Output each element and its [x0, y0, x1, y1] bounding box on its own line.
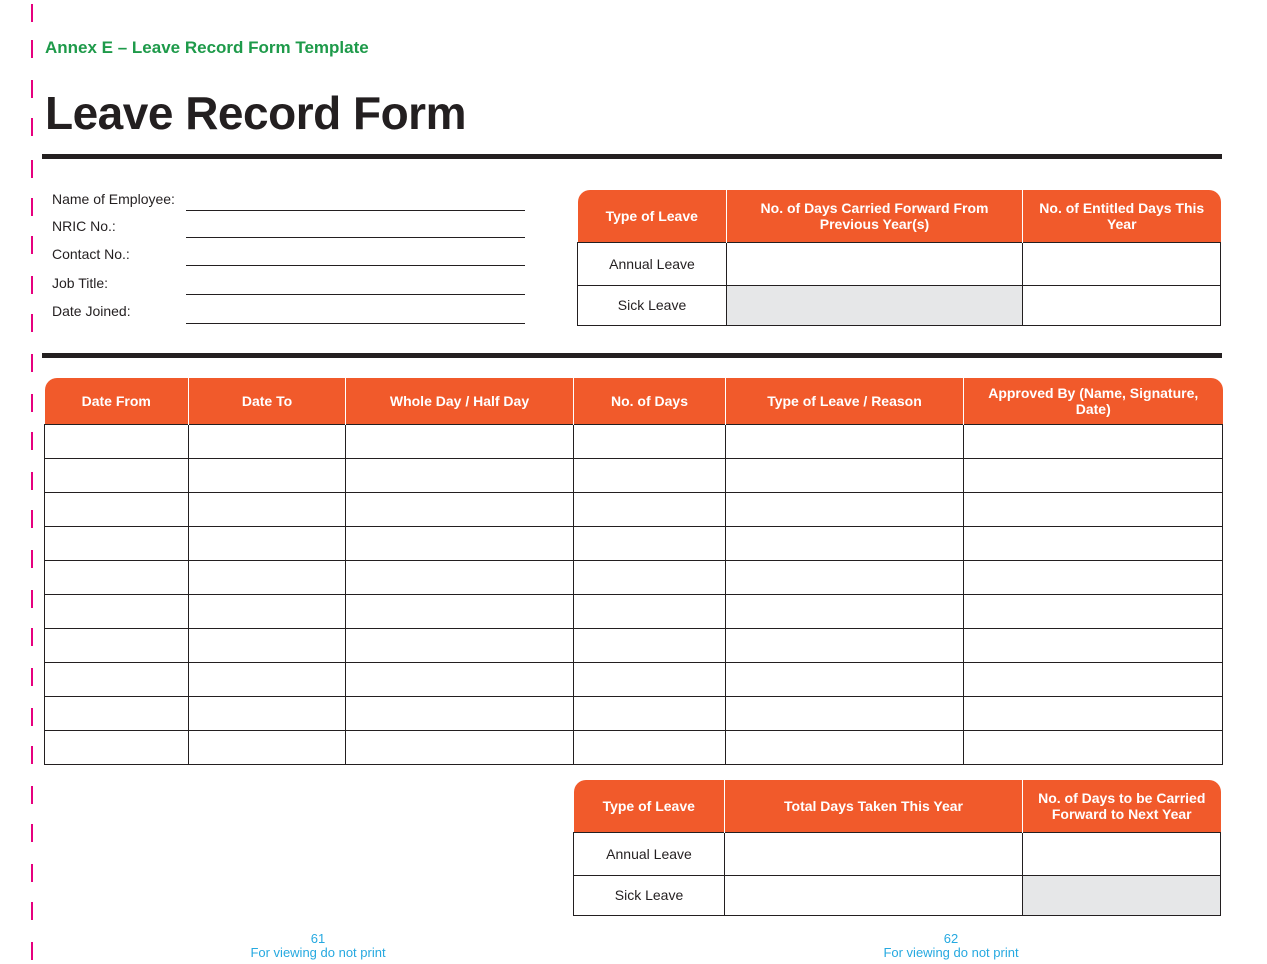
- crop-mark: [31, 510, 33, 528]
- approved-by-cell[interactable]: [964, 424, 1223, 458]
- divider-top: [42, 154, 1222, 159]
- date-to-cell[interactable]: [189, 594, 346, 628]
- reason-cell[interactable]: [726, 730, 964, 764]
- page-number: 62: [943, 931, 959, 946]
- reason-cell[interactable]: [726, 526, 964, 560]
- crop-mark: [31, 902, 33, 920]
- reason-cell[interactable]: [726, 594, 964, 628]
- crop-mark: [31, 394, 33, 412]
- approved-by-cell[interactable]: [964, 628, 1223, 662]
- crop-mark: [31, 80, 33, 98]
- table-row: [574, 832, 1221, 875]
- entitlement-table: [577, 190, 1221, 326]
- reason-cell[interactable]: [726, 458, 964, 492]
- field-label-job-title: Job Title:: [52, 275, 109, 291]
- date-from-cell[interactable]: [45, 526, 189, 560]
- day-type-cell[interactable]: [346, 492, 574, 526]
- print-notice: For viewing do not print: [250, 945, 386, 960]
- header-type-of-leave: Type of Leave: [578, 190, 727, 242]
- crop-mark: [31, 590, 33, 608]
- date-to-cell[interactable]: [189, 560, 346, 594]
- carry-forward-cell-disabled: [1023, 875, 1221, 915]
- day-type-cell[interactable]: [346, 730, 574, 764]
- summary-table: [573, 780, 1221, 916]
- approved-by-cell[interactable]: [964, 458, 1223, 492]
- leave-type-cell: Sick Leave: [578, 285, 727, 325]
- date-from-cell[interactable]: [45, 730, 189, 764]
- no-of-days-cell[interactable]: [574, 560, 726, 594]
- crop-mark: [31, 4, 33, 22]
- table-row: [574, 875, 1221, 915]
- approved-by-cell[interactable]: [964, 730, 1223, 764]
- field-label-nric: NRIC No.:: [52, 218, 116, 234]
- entitled-days-cell[interactable]: [1023, 242, 1221, 285]
- approved-by-cell[interactable]: [964, 492, 1223, 526]
- carried-forward-cell-disabled: [727, 285, 1023, 325]
- crop-mark: [31, 786, 33, 804]
- crop-mark: [31, 472, 33, 490]
- date-from-cell[interactable]: [45, 662, 189, 696]
- crop-mark: [31, 198, 33, 216]
- table-row: [45, 628, 1223, 662]
- approved-by-cell[interactable]: [964, 696, 1223, 730]
- date-from-cell[interactable]: [45, 424, 189, 458]
- field-label-name: Name of Employee:: [52, 191, 175, 207]
- header-total-days-taken: Total Days Taken This Year: [725, 780, 1023, 832]
- table-row: [45, 696, 1223, 730]
- table-row: [578, 242, 1221, 285]
- table-row: [45, 560, 1223, 594]
- no-of-days-cell[interactable]: [574, 662, 726, 696]
- date-to-cell[interactable]: [189, 730, 346, 764]
- crop-mark: [31, 40, 33, 58]
- header-approved-by: Approved By (Name, Signature, Date): [964, 378, 1223, 424]
- table-row: [578, 285, 1221, 325]
- header-entitled-days: No. of Entitled Days This Year: [1023, 190, 1221, 242]
- field-line-date-joined[interactable]: [186, 323, 525, 324]
- table-row: [45, 492, 1223, 526]
- footer-left: [218, 932, 418, 960]
- crop-mark: [31, 942, 33, 960]
- crop-mark: [31, 160, 33, 178]
- approved-by-cell[interactable]: [964, 594, 1223, 628]
- header-date-from: Date From: [45, 378, 189, 424]
- date-from-cell[interactable]: [45, 458, 189, 492]
- table-row: [45, 662, 1223, 696]
- date-from-cell[interactable]: [45, 696, 189, 730]
- total-taken-cell[interactable]: [725, 875, 1023, 915]
- crop-mark: [31, 824, 33, 842]
- reason-cell[interactable]: [726, 560, 964, 594]
- records-body: [45, 424, 1223, 764]
- page-number: 61: [310, 931, 326, 946]
- reason-cell[interactable]: [726, 424, 964, 458]
- table-row: [45, 526, 1223, 560]
- header-type-reason: Type of Leave / Reason: [726, 378, 964, 424]
- day-type-cell[interactable]: [346, 696, 574, 730]
- date-to-cell[interactable]: [189, 492, 346, 526]
- print-notice: For viewing do not print: [883, 945, 1019, 960]
- day-type-cell[interactable]: [346, 662, 574, 696]
- no-of-days-cell[interactable]: [574, 492, 726, 526]
- crop-mark: [31, 628, 33, 646]
- field-label-date-joined: Date Joined:: [52, 303, 131, 319]
- leave-type-cell: Annual Leave: [578, 242, 727, 285]
- table-row: [45, 424, 1223, 458]
- day-type-cell[interactable]: [346, 526, 574, 560]
- no-of-days-cell[interactable]: [574, 526, 726, 560]
- day-type-cell[interactable]: [346, 424, 574, 458]
- no-of-days-cell[interactable]: [574, 730, 726, 764]
- field-line-name[interactable]: [186, 210, 525, 211]
- date-from-cell[interactable]: [45, 628, 189, 662]
- date-to-cell[interactable]: [189, 628, 346, 662]
- table-row: [45, 730, 1223, 764]
- date-to-cell[interactable]: [189, 424, 346, 458]
- day-type-cell[interactable]: [346, 594, 574, 628]
- carried-forward-cell[interactable]: [727, 242, 1023, 285]
- header-carried-forward: No. of Days Carried Forward From Previous Year(s): [727, 190, 1023, 242]
- date-from-cell[interactable]: [45, 560, 189, 594]
- crop-mark: [31, 668, 33, 686]
- total-taken-cell[interactable]: [725, 832, 1023, 875]
- leave-type-cell: Annual Leave: [574, 832, 725, 875]
- date-to-cell[interactable]: [189, 526, 346, 560]
- no-of-days-cell[interactable]: [574, 696, 726, 730]
- reason-cell[interactable]: [726, 628, 964, 662]
- field-line-job-title[interactable]: [186, 294, 525, 295]
- crop-mark: [31, 236, 33, 254]
- field-line-nric[interactable]: [186, 237, 525, 238]
- crop-mark: [31, 118, 33, 136]
- crop-mark: [31, 276, 33, 294]
- header-no-of-days: No. of Days: [574, 378, 726, 424]
- crop-mark: [31, 432, 33, 450]
- date-to-cell[interactable]: [189, 458, 346, 492]
- table-row: [45, 458, 1223, 492]
- page-title: Leave Record Form: [45, 87, 466, 139]
- reason-cell[interactable]: [726, 696, 964, 730]
- field-line-contact[interactable]: [186, 265, 525, 266]
- field-label-contact: Contact No.:: [52, 246, 130, 262]
- crop-mark: [31, 354, 33, 372]
- leave-records-table: [44, 378, 1223, 765]
- header-date-to: Date To: [189, 378, 346, 424]
- no-of-days-cell[interactable]: [574, 424, 726, 458]
- table-row: [45, 594, 1223, 628]
- reason-cell[interactable]: [726, 662, 964, 696]
- day-type-cell[interactable]: [346, 458, 574, 492]
- leave-type-cell: Sick Leave: [574, 875, 725, 915]
- no-of-days-cell[interactable]: [574, 458, 726, 492]
- day-type-cell[interactable]: [346, 560, 574, 594]
- approved-by-cell[interactable]: [964, 662, 1223, 696]
- crop-mark: [31, 550, 33, 568]
- day-type-cell[interactable]: [346, 628, 574, 662]
- footer-right: [851, 932, 1051, 960]
- date-from-cell[interactable]: [45, 594, 189, 628]
- date-to-cell[interactable]: [189, 662, 346, 696]
- crop-mark: [31, 746, 33, 764]
- approved-by-cell[interactable]: [964, 526, 1223, 560]
- crop-mark: [31, 864, 33, 882]
- header-type-of-leave: Type of Leave: [574, 780, 725, 832]
- no-of-days-cell[interactable]: [574, 628, 726, 662]
- divider-middle: [42, 353, 1222, 358]
- date-from-cell[interactable]: [45, 492, 189, 526]
- header-whole-half-day: Whole Day / Half Day: [346, 378, 574, 424]
- reason-cell[interactable]: [726, 492, 964, 526]
- header-days-to-carry-forward: No. of Days to be Carried Forward to Next Year: [1023, 780, 1221, 832]
- entitled-days-cell[interactable]: [1023, 285, 1221, 325]
- carry-forward-cell[interactable]: [1023, 832, 1221, 875]
- annex-label: Annex E – Leave Record Form Template: [45, 38, 369, 57]
- approved-by-cell[interactable]: [964, 560, 1223, 594]
- crop-mark: [31, 708, 33, 726]
- crop-mark: [31, 314, 33, 332]
- date-to-cell[interactable]: [189, 696, 346, 730]
- no-of-days-cell[interactable]: [574, 594, 726, 628]
